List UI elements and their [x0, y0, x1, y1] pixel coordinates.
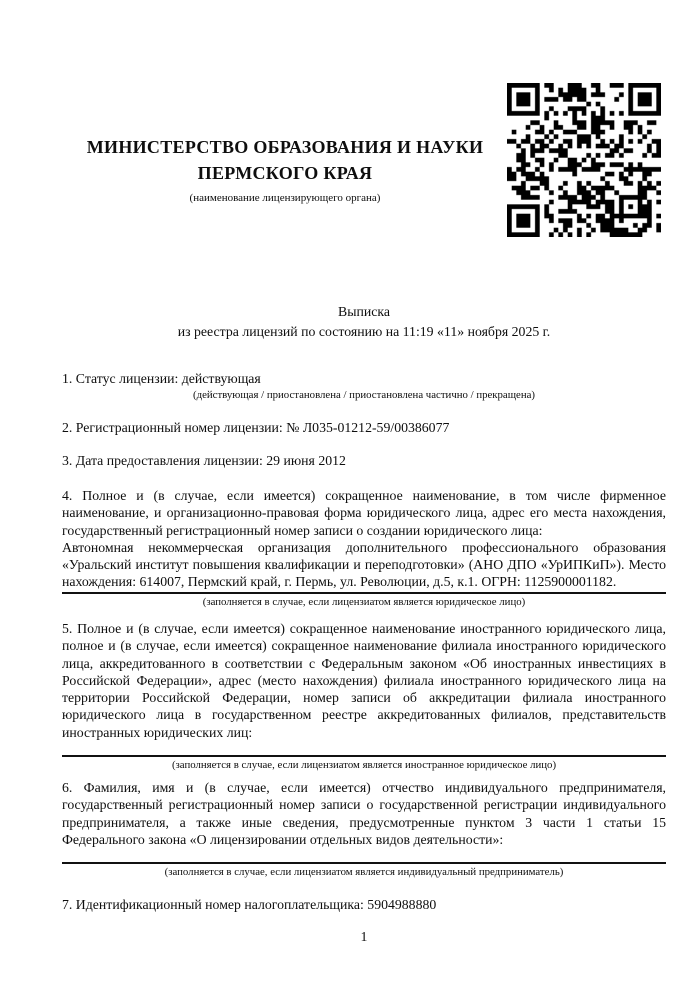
ministry-name-line2: ПЕРМСКОГО КРАЯ: [197, 163, 373, 183]
ministry-name-line1: МИНИСТЕРСТВО ОБРАЗОВАНИЯ И НАУКИ: [86, 137, 484, 157]
taxpayer-number-text: 7. Идентификационный номер налогоплательщика: 5904988880: [62, 897, 437, 912]
legal-entity-value: Автономная некоммерческая организация дополнительного профессионального образования «Уральский институт повышения квалификации и переподготовки» (АНО ДПО «УрИПКиП»). Место нахождения: 614007, Пермский край, г. Пермь, ул. Революции, д.5, к.1. ОГРН: 1125900001182.: [62, 539, 666, 590]
item-foreign-legal-entity: [62, 620, 666, 772]
document-title: [62, 302, 666, 342]
item-license-status: [62, 370, 666, 402]
ministry-caption: (наименование лицензирующего органа): [189, 192, 381, 204]
blank-field-line: [62, 862, 666, 864]
item-license-grant-date: [62, 452, 666, 469]
item-individual-entrepreneur: [62, 779, 666, 879]
item-taxpayer-number: [62, 896, 666, 913]
license-status-text: 1. Статус лицензии: действующая: [62, 371, 261, 386]
registration-number-text: 2. Регистрационный номер лицензии: № Л035-01212-59/00386077: [62, 420, 450, 435]
license-status-options-caption: (действующая / приостановлена / приостановлена частично / прекращена): [193, 389, 535, 402]
individual-entrepreneur-label: 6. Фамилия, имя и (в случае, если имеется) отчество индивидуального предпринимателя, государственный регистрационный номер записи о государственной регистрации индивидуального предпринимателя, а также иные сведения, предусмотренные пунктом 3 части 1 статьи 15 Федерального закона «О лицензировании отдельных видов деятельности»:: [62, 780, 666, 847]
document-title-line1: Выписка: [338, 304, 390, 319]
item-registration-number: [62, 419, 666, 436]
qr-code: [507, 83, 661, 237]
page-number: 1: [360, 929, 368, 944]
blank-field-line: [62, 755, 666, 757]
individual-entrepreneur-caption: (заполняется в случае, если лицензиатом является индивидуальный предприниматель): [164, 866, 564, 879]
item-legal-entity: [62, 487, 666, 609]
licensing-authority-header: [62, 134, 508, 205]
document-title-line2: из реестра лицензий по состоянию на 11:19 «11» ноября 2025 г.: [177, 324, 551, 339]
legal-entity-label: 4. Полное и (в случае, если имеется) сокращенное наименование, в том числе фирменное наименование, и организационно-правовая форма юридического лица, адрес его места нахождения, государственный регистрационный номер записи о создании юридического лица:: [62, 488, 666, 538]
legal-entity-caption: (заполняется в случае, если лицензиатом является юридическое лицо): [202, 595, 526, 608]
license-grant-date-text: 3. Дата предоставления лицензии: 29 июня 2012: [62, 453, 346, 468]
foreign-legal-entity-label: 5. Полное и (в случае, если имеется) сокращенное наименование иностранного юридического лица, полное и (в случае, если имеется) сокращенное наименование филиала иностранного юридического лица, аккредитованного в соответствии с Федеральным законом «Об иностранных инвестициях в Российской Федерации», адрес (место нахождения) филиала иностранного юридического лица на территории Российской Федерации, номер записи об аккредитации филиала иностранного юридического лица в государственном реестре аккредитованных филиалов, представительств иностранных юридических лиц:: [62, 621, 666, 740]
blank-field-line: [62, 592, 666, 594]
foreign-legal-entity-caption: (заполняется в случае, если лицензиатом является иностранное юридическое лицо): [171, 759, 557, 772]
